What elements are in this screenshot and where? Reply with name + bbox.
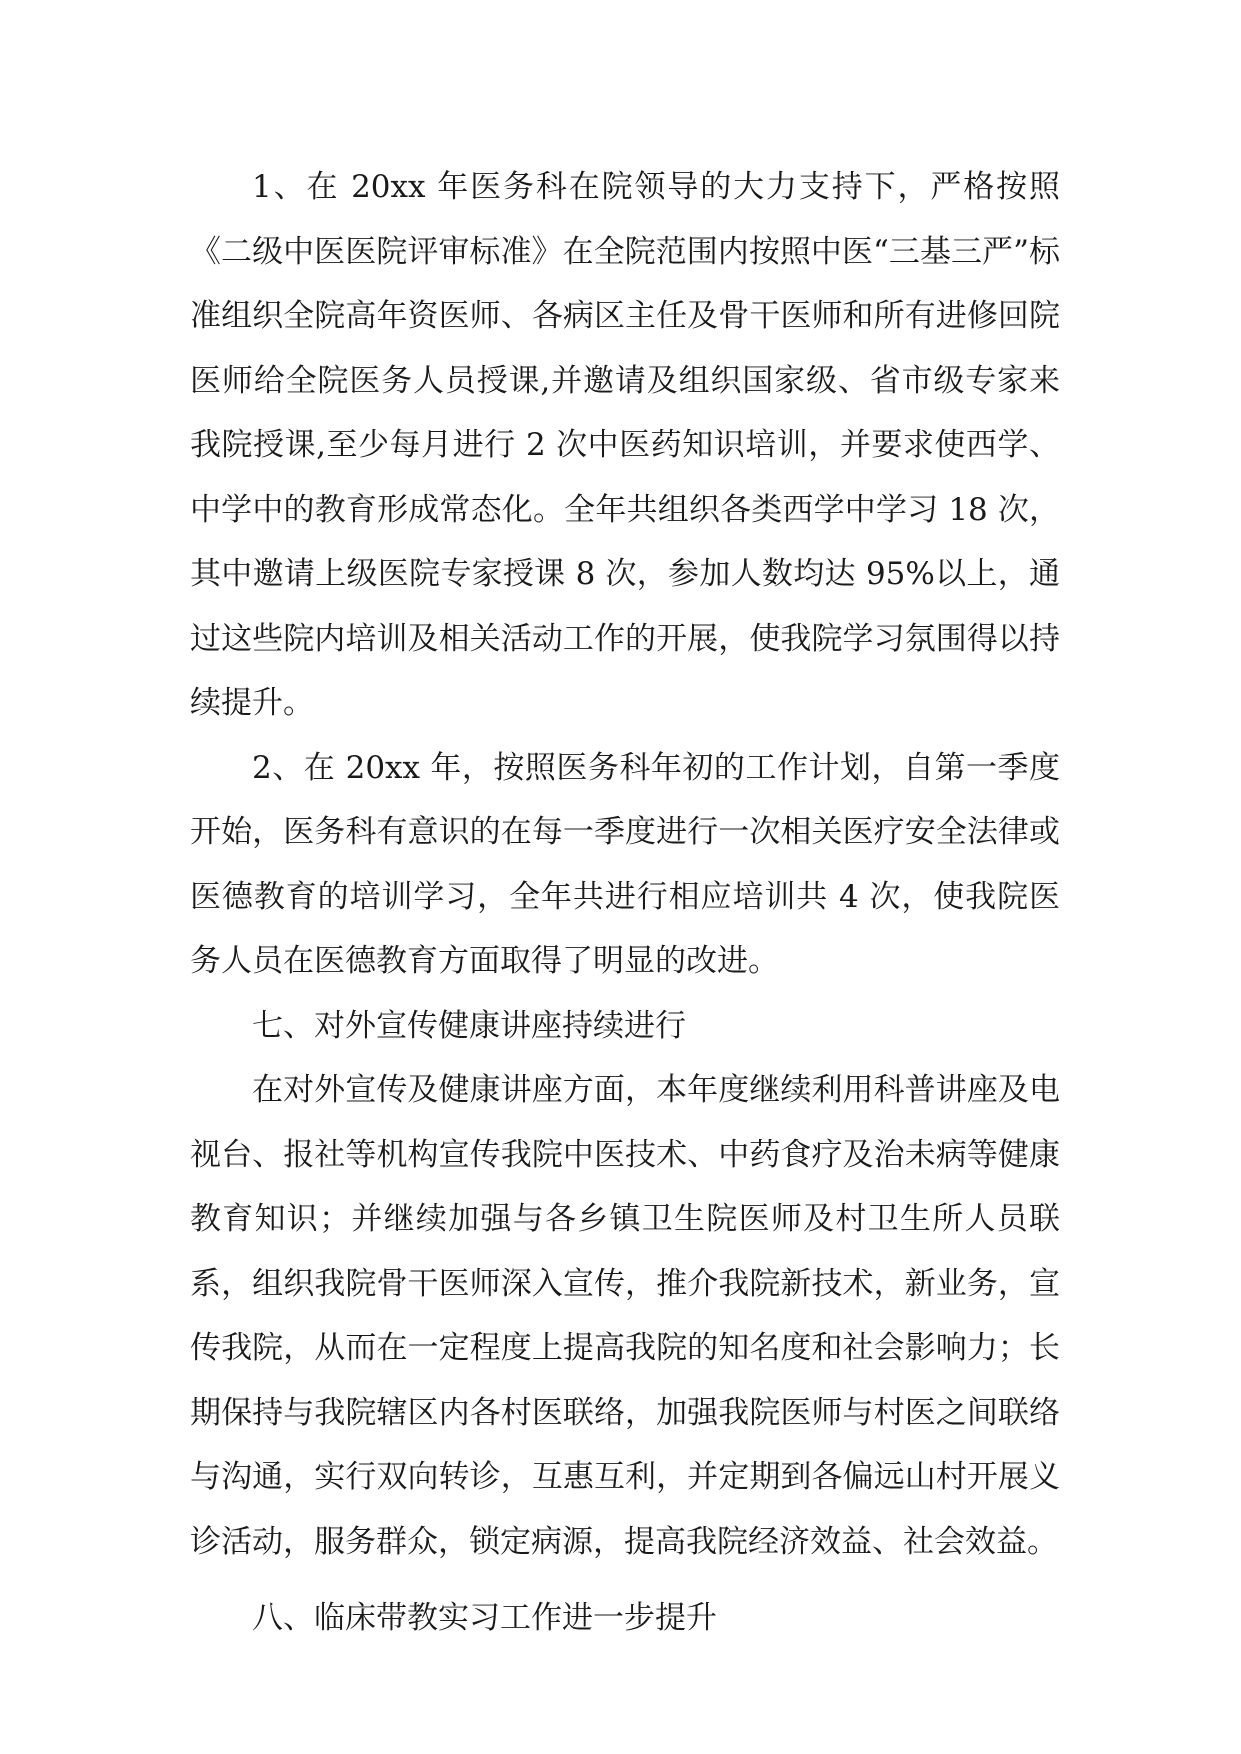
section-heading-publicity: 七、对外宣传健康讲座持续进行 — [252, 1007, 686, 1044]
section-heading-clinical-teaching: 八、临床带教实习工作进一步提升 — [252, 1600, 717, 1636]
paragraph-training-program: 1、在 20xx 年医务科在院领导的大力支持下，严格按照《二级中医医院评审标准》在全院范围内按照中医“三基三严”标准组织全院高年资医师、各病区主任及骨干医师和所有进修回院医师给全院医务人员授课,并邀请及组织国家级、省市级专家来我院授课,至少每月进行 2 次中医药知识培训，并要求使西学、中学中的教育形成常态化。全年共组织各类西学中学习 18 次，其中邀请上级医院专家授课 8 次，参加人数均达 95%以上，通过这些院内培训及相关活动工作的开展，使我院学习氛围得以持续提升。 — [190, 169, 1060, 721]
paragraph-ethics-training: 2、在 20xx 年，按照医务科年初的工作计划，自第一季度开始，医务科有意识的在每一季度进行一次相关医疗安全法律或医德教育的培训学习，全年共进行相应培训共 4 次，使我院医务人员在医德教育方面取得了明显的改进。 — [190, 749, 1060, 979]
document-body — [190, 155, 1060, 1651]
paragraph-publicity-lectures: 在对外宣传及健康讲座方面，本年度继续利用科普讲座及电视台、报社等机构宣传我院中医技术、中药食疗及治未病等健康教育知识；并继续加强与各乡镇卫生院医师及村卫生所人员联系，组织我院骨干医师深入宣传，推介我院新技术，新业务，宣传我院，从而在一定程度上提高我院的知名度和社会影响力；长期保持与我院辖区内各村医联络，加强我院医师与村医之间联络与沟通，实行双向转诊，互惠互利，并定期到各偏远山村开展义诊活动，服务群众，锁定病源，提高我院经济效益、社会效益。 — [190, 1072, 1060, 1560]
